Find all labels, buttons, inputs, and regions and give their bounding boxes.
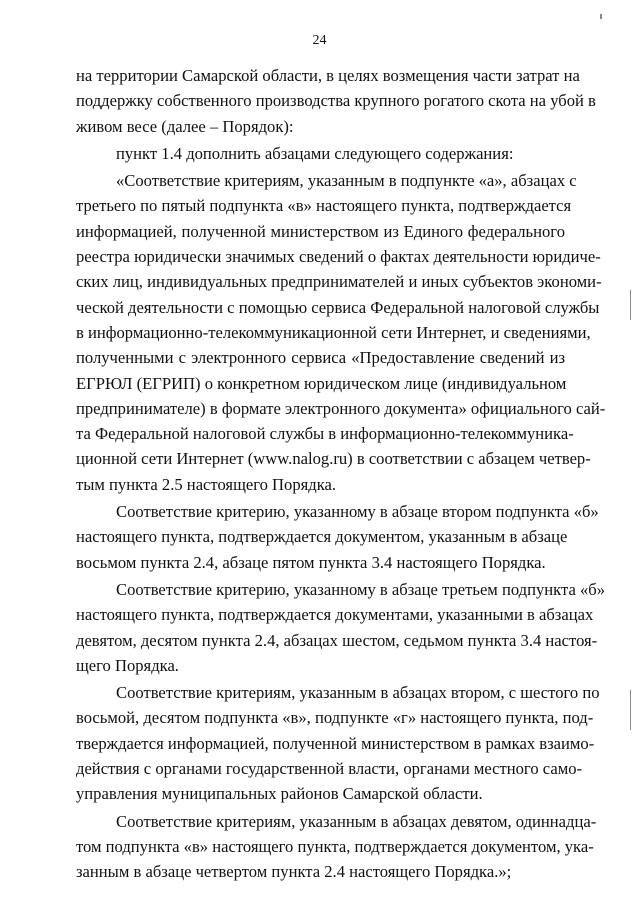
text-line: восьмой, десятом подпункта «в», подпункте «г» настоящего пункта, под- [76, 708, 594, 728]
text-line: Соответствие критерию, указанному в абзаце втором подпункта «б» [116, 502, 599, 522]
scan-edge-mark [630, 690, 631, 730]
text-line: восьмом пункта 2.4, абзаце пятом пункта 3.4 настоящего Порядка. [76, 552, 546, 572]
text-line: настоящего пункта, подтверждается документом, указанным в абзаце [76, 527, 568, 547]
text-line: реестра юридически значимых сведений о фактах деятельности юридиче- [76, 247, 601, 267]
text-line: пункт 1.4 дополнить абзацами следующего содержания: [116, 143, 514, 163]
text-line: ских лиц, индивидуальных предпринимателей и иных субъектов экономи- [76, 272, 602, 292]
text-line: действия с органами государственной власти, органами местного само- [76, 759, 583, 779]
text-line: настоящего пункта, подтверждается документами, указанными в абзацах [76, 605, 594, 625]
text-line: живом весе (далее – Порядок): [76, 116, 294, 136]
text-line: тым пункта 2.5 настоящего Порядка. [76, 474, 337, 494]
text-line: в информационно-телекоммуникационной сети Интернет, и сведениями, [76, 322, 591, 342]
paragraph [76, 63, 596, 139]
text-line: управления муниципальных районов Самарской области. [76, 784, 483, 804]
text-line: тверждается информацией, полученной министерством в рамках взаимо- [76, 733, 595, 753]
text-line: Соответствие критериям, указанным в абзацах втором, с шестого по [116, 683, 600, 703]
text-line: информацией, полученной министерством из Единого федерального [76, 221, 565, 241]
text-line: том подпункта «в» настоящего пункта, подтверждается документом, ука- [76, 836, 594, 856]
text-line: третьего по пятый подпункта «в» настоящего пункта, подтверждается [76, 196, 572, 216]
text-line: предпринимателе) в формате электронного документа» официального сай- [76, 398, 606, 418]
text-line: щего Порядка. [76, 655, 179, 675]
scan-edge-mark [630, 290, 631, 320]
paragraph [76, 680, 600, 806]
paragraph [76, 168, 606, 497]
text-line: ческой деятельности с помощью сервиса Федеральной налоговой службы [76, 297, 600, 317]
page-number: 24 [312, 33, 327, 48]
text-line: занным в абзаце четвертом пункта 2.4 настоящего Порядка.»; [76, 862, 512, 882]
text-line: ЕГРЮЛ (ЕГРИП) о конкретном юридическом лице (индивидуальном [76, 373, 567, 393]
document-body [76, 63, 606, 885]
text-line: девятом, десятом пункта 2.4, абзацах шестом, седьмом пункта 3.4 настоя- [76, 630, 598, 650]
text-line: Соответствие критерию, указанному в абзаце третьем подпункта «б» [116, 579, 606, 599]
paragraph [76, 499, 599, 575]
paragraph [76, 577, 606, 678]
text-line: на территории Самарской области, в целях возмещения части затрат на [76, 66, 580, 85]
text-line: та Федеральной налоговой службы в информационно-телекоммуника- [76, 424, 574, 444]
text-line: «Соответствие критериям, указанным в подпункте «а», абзацах с [116, 171, 577, 191]
scan-speck [600, 14, 602, 19]
text-line: полученными с электронного сервиса «Предоставление сведений из [76, 348, 565, 368]
paragraph [76, 141, 565, 166]
text-line: поддержку собственного производства крупного рогатого скота на убой в [76, 91, 596, 111]
text-line: ционной сети Интернет (www.nalog.ru) в соответствии с абзацем четвер- [76, 449, 591, 469]
paragraph [76, 809, 597, 885]
text-line: Соответствие критериям, указанным в абзацах девятом, одиннадца- [116, 811, 597, 831]
